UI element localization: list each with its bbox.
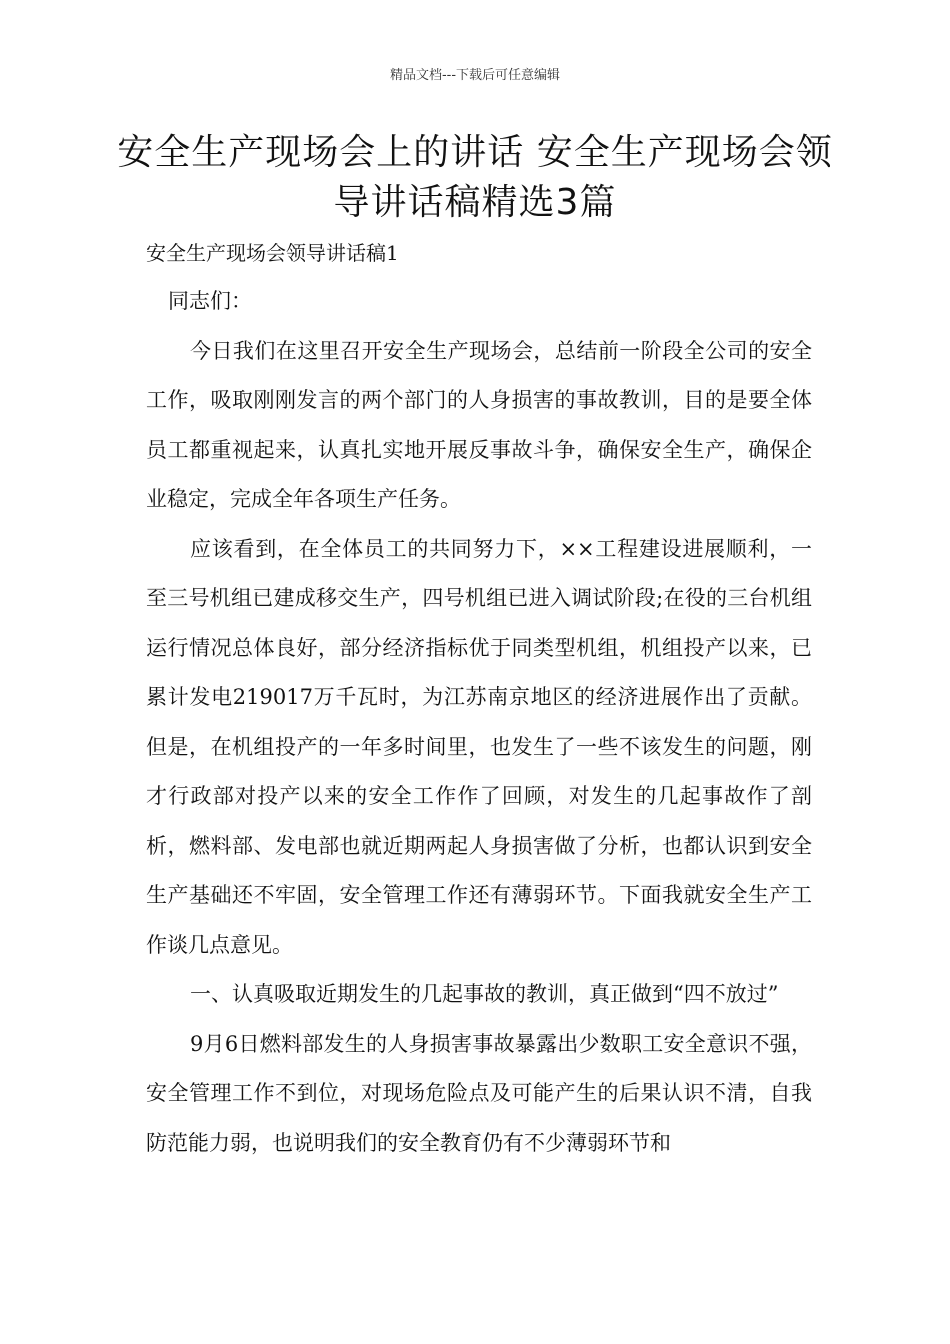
document-title: 安全生产现场会上的讲话 安全生产现场会领导讲话稿精选3篇 [117, 132, 833, 223]
header-note: 精品文档---下载后可任意编辑 [389, 68, 561, 83]
paragraph-1: 今日我们在这里召开安全生产现场会，总结前一阶段全公司的安全工作，吸取刚刚发言的两个部门的人身损害的事故教训，目的是要全体员工都重视起来，认真扎实地开展反事故斗争，确保安全生产，确保企业稳定，完成全年各项生产任务。 [146, 338, 812, 511]
document-subtitle: 安全生产现场会领导讲话稿1 [146, 241, 399, 265]
paragraph-2: 应该看到，在全体员工的共同努力下，××工程建设进展顺利，一至三号机组已建成移交生产，四号机组已进入调试阶段;在役的三台机组运行情况总体良好，部分经济指标优于同类型机组，机组投产以来，已累计发电219017万千瓦时，为江苏南京地区的经济进展作出了贡献。但是，在机组投产的一年多时间里，也发生了一些不该发生的问题，刚才行政部对投产以来的安全工作作了回顾，对发生的几起事故作了剖析，燃料部、发电部也就近期两起人身损害做了分析，也都认识到安全生产基础还不牢固，安全管理工作还有薄弱环节。下面我就安全生产工作谈几点意见。 [146, 536, 812, 957]
greeting: 同志们： [168, 289, 252, 313]
paragraph-3: 9月6日燃料部发生的人身损害事故暴露出少数职工安全意识不强，安全管理工作不到位，对现场危险点及可能产生的后果认识不清，自我防范能力弱，也说明我们的安全教育仍有不少薄弱环节和 [146, 1031, 812, 1155]
document-body [146, 277, 812, 1168]
section-heading-1: 一、认真吸取近期发生的几起事故的教训，真正做到“四不放过” [190, 982, 779, 1006]
